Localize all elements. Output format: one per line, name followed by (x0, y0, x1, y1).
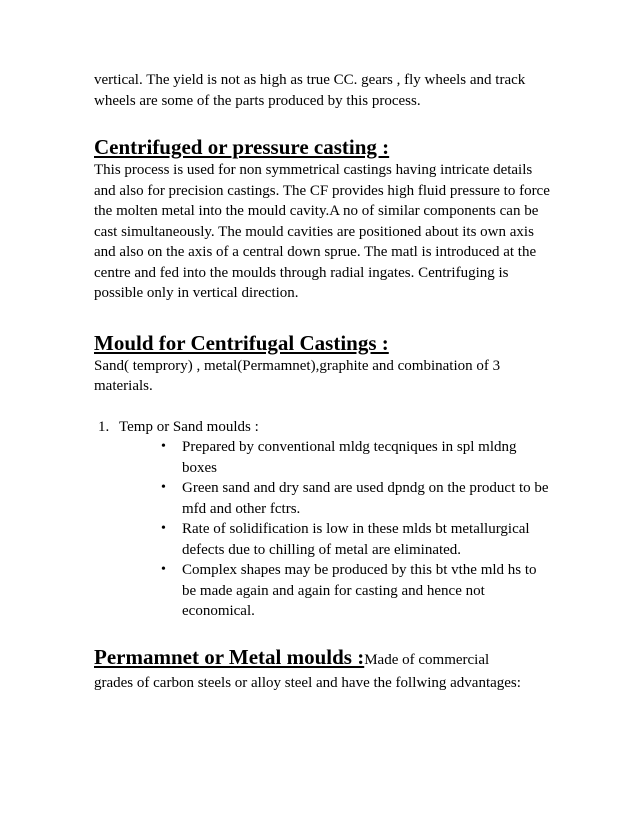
bullet-icon: • (161, 480, 166, 495)
document-page (94, 70, 554, 693)
intro-paragraph: vertical. The yield is not as high as true CC. gears , fly wheels and track wheels are some of the parts produced by this process. (94, 72, 526, 109)
bullet-text: Prepared by conventional mldg tecqniques in spl mldng boxes (182, 439, 517, 476)
bullet-list (119, 437, 554, 622)
section-metal-moulds (94, 644, 554, 694)
section-body-mould: Sand( temprory) , metal(Permamnet),graphite and combination of 3 materials. (94, 357, 501, 394)
bullet-icon: • (161, 562, 166, 577)
section-centrifuged (94, 134, 554, 304)
bullet-icon: • (161, 439, 166, 454)
bullet-list-item (119, 560, 554, 622)
bullet-icon: • (161, 521, 166, 536)
bullet-text: Green sand and dry sand are used dpndg on the product to be mfd and other fctrs. (182, 480, 549, 517)
bullet-text: Complex shapes may be produced by this bt vthe mld hs to be made again and again for casting and hence not economical. (182, 562, 537, 619)
section-heading-mould: Mould for Centrifugal Castings : (94, 330, 389, 355)
section-heading-line-metal-moulds (94, 644, 554, 673)
bullet-list-item (119, 478, 554, 519)
section-body-centrifuged: This process is used for non symmetrical castings having intricate details and also for precision castings. The CF provides high fluid pressure to force the molten metal into the mould cavity.A no of similar components can be cast simultaneously. The mould cavities are positioned about its own axis and also on the axis of a central down sprue. The matl is introduced at the centre and fed into the moulds through radial ingates. Centrifuging is possible only in vertical direction. (94, 162, 550, 301)
section-inline-text-metal-moulds: Made of commercial (364, 651, 490, 668)
section-body-metal-moulds: grades of carbon steels or alloy steel and have the follwing advantages: (94, 674, 521, 691)
bullet-list-item (119, 437, 554, 478)
bullet-text: Rate of solidification is low in these mlds bt metallurgical defects due to chilling of metal are eliminated. (182, 521, 530, 558)
bullet-list-item (119, 519, 554, 560)
numbered-list-item (94, 417, 554, 622)
section-mould (94, 330, 554, 622)
section-heading-metal-moulds: Permamnet or Metal moulds : (94, 644, 365, 669)
list-item-label: Temp or Sand moulds : (119, 418, 259, 435)
list-number: 1. (98, 418, 110, 435)
numbered-list (94, 417, 554, 622)
section-heading-centrifuged: Centrifuged or pressure casting : (94, 135, 390, 159)
